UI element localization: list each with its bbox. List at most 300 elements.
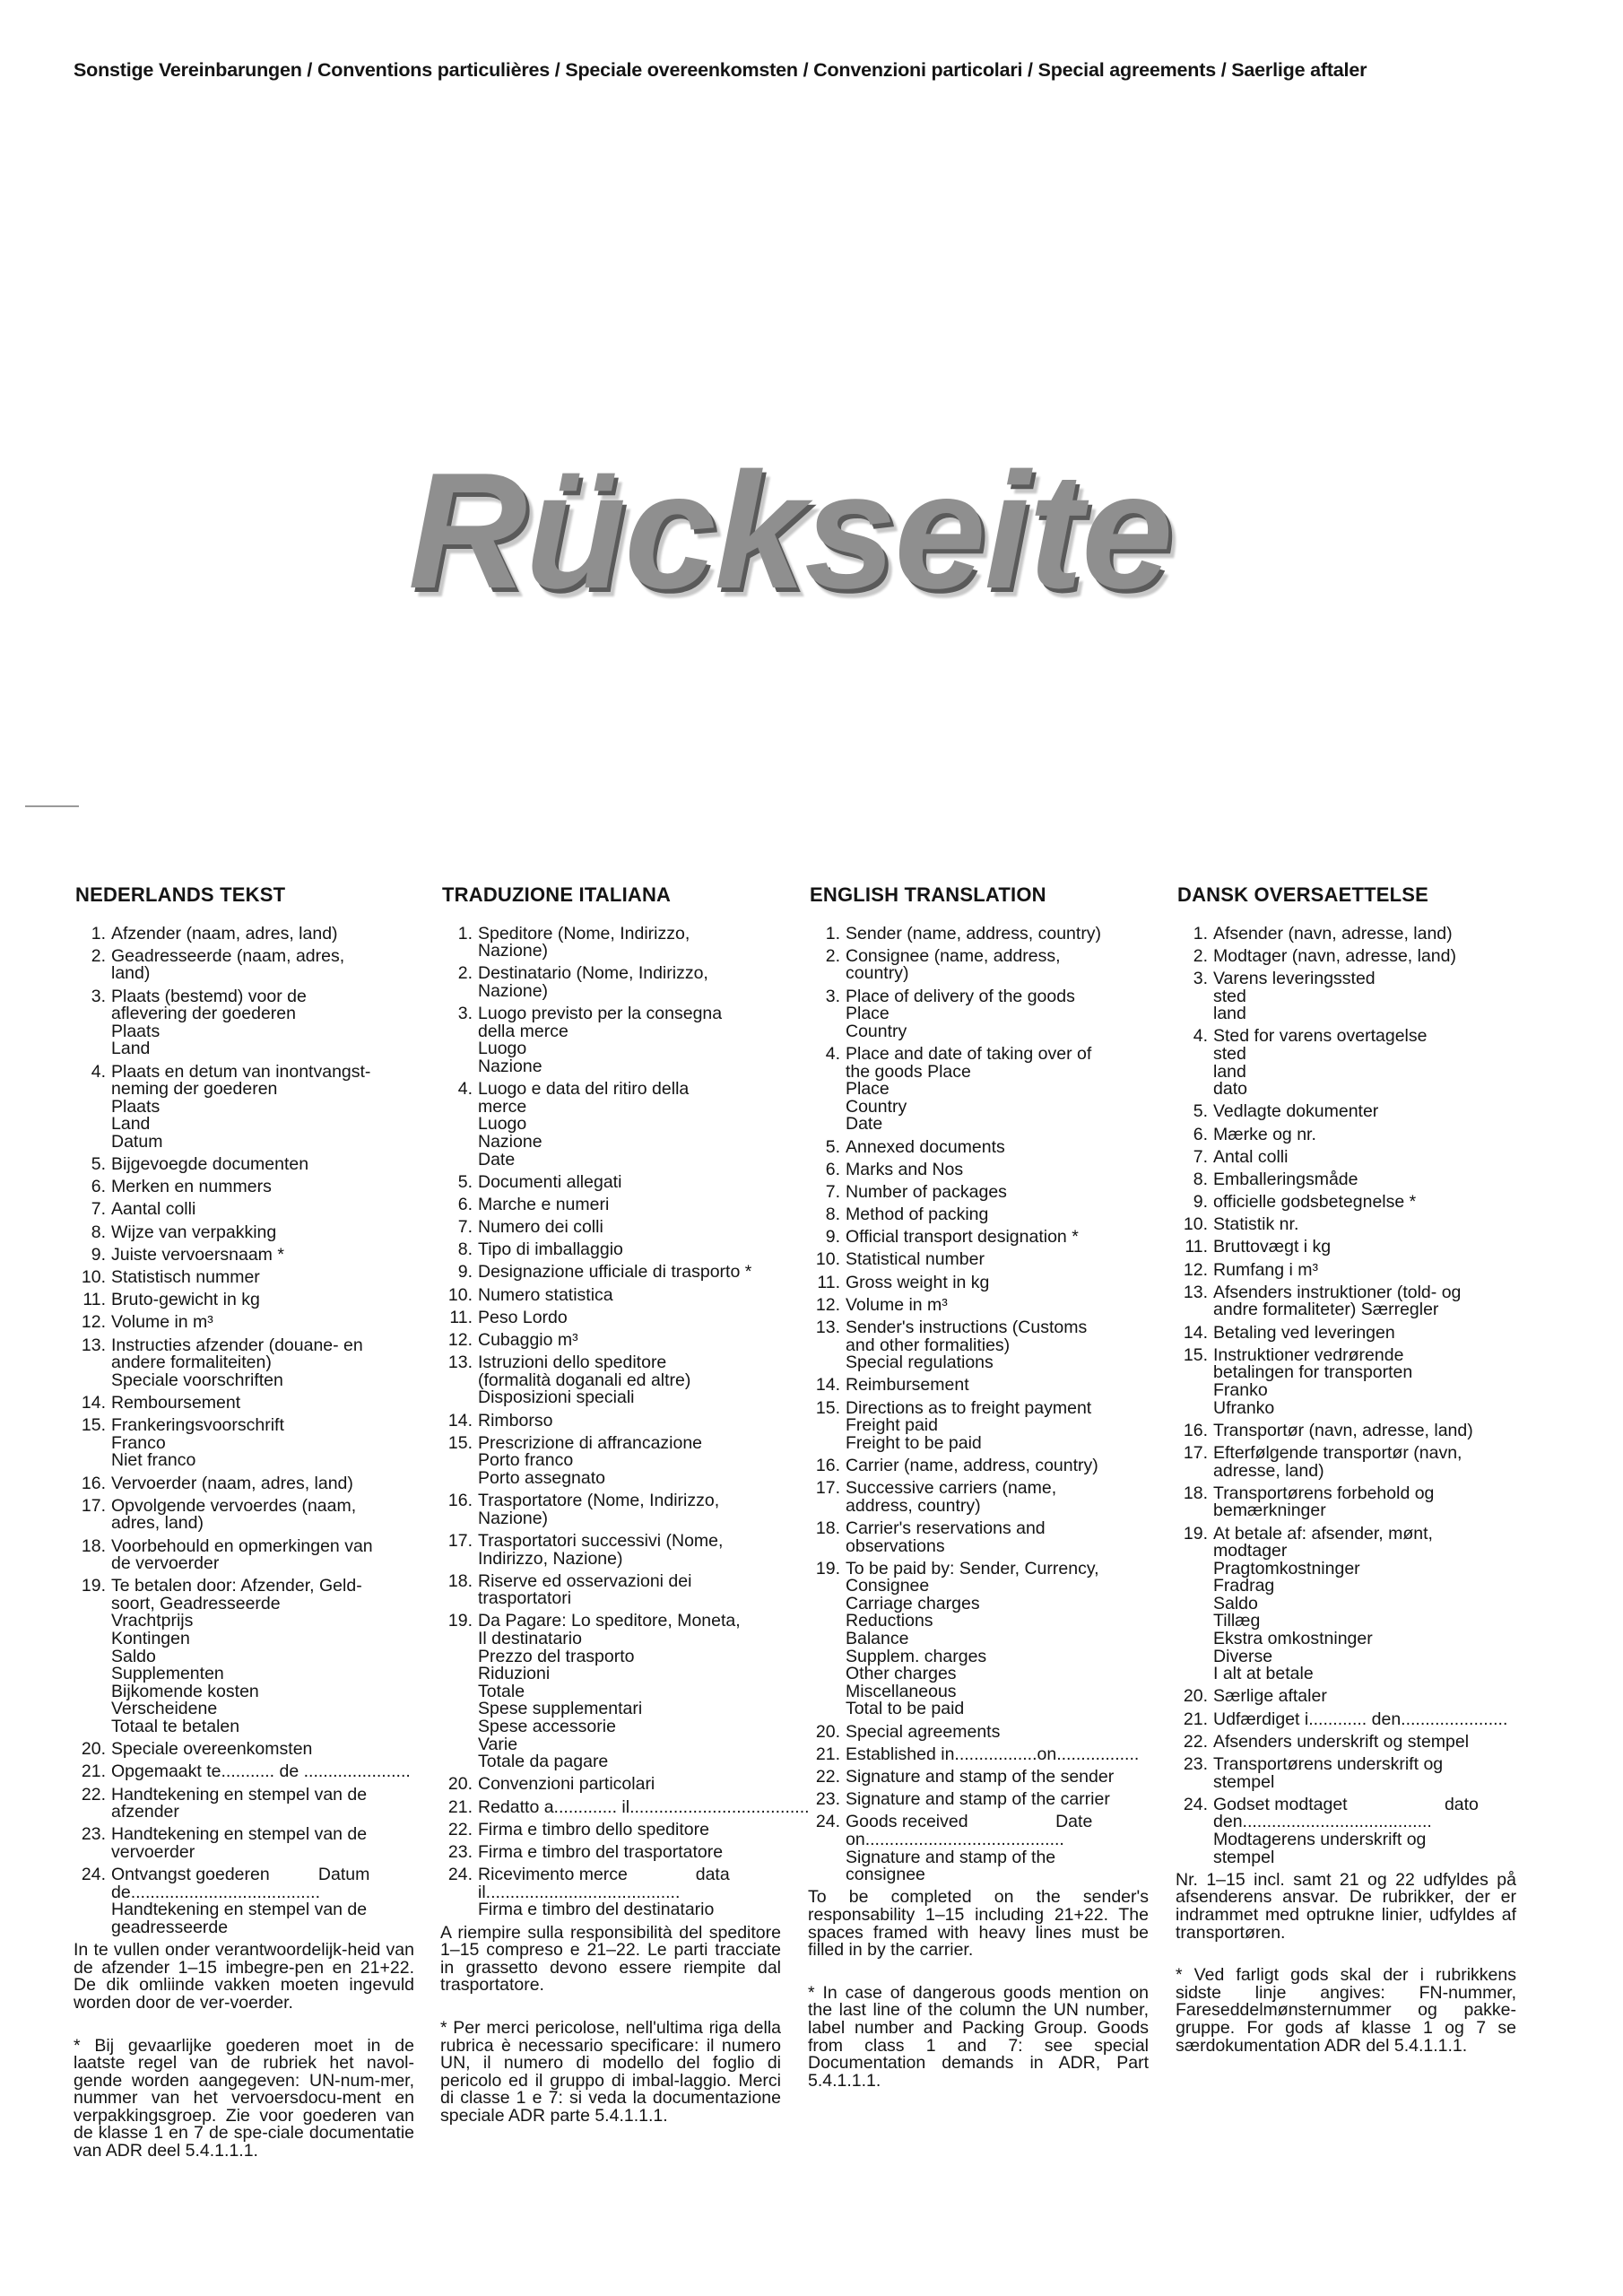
list-item (440, 1866, 781, 1919)
item-number: 4. (1193, 1026, 1208, 1047)
list-item (1176, 1485, 1516, 1520)
item-text: Rumfang i m³ (1213, 1259, 1319, 1280)
item-number: 14. (81, 1392, 106, 1413)
list-item (1176, 1103, 1516, 1121)
item-text: Afsenders instruktioner (told- og andre formaliteter) Særregler (1213, 1282, 1462, 1320)
item-text: Prescrizione di affrancazione Porto franco Porto assegnato (478, 1432, 703, 1488)
item-number: 4. (825, 1043, 840, 1064)
item-text: Established in.................on................. (846, 1744, 1140, 1764)
list-item (440, 1776, 781, 1794)
item-number: 20. (1183, 1686, 1208, 1707)
list-item (1176, 1688, 1516, 1706)
item-number: 10. (447, 1284, 473, 1305)
list-item (440, 1570, 781, 1609)
list-item (1176, 1259, 1516, 1280)
item-number: 22. (1183, 1731, 1208, 1752)
item-number: 2. (457, 963, 473, 984)
list-item (808, 1397, 1149, 1453)
list-item (440, 1264, 781, 1282)
item-text: Designazione ufficiale di trasporto * (478, 1262, 752, 1283)
item-number: 8. (91, 1222, 106, 1242)
item-number: 9. (1193, 1192, 1208, 1213)
list-item (808, 945, 1149, 984)
item-number: 10. (815, 1249, 840, 1270)
list-item (1176, 1711, 1516, 1729)
item-text: Te betalen door: Afzender, Geld- soort, Geadresseerde Vrachtprijs Kontingen Saldo Supplementen Bijkomende kosten Verscheidene Totaal te betalen (111, 1576, 362, 1737)
list-item (74, 1337, 414, 1390)
list-item (74, 1314, 414, 1332)
item-number: 17. (815, 1478, 840, 1499)
list-item (1176, 1796, 1516, 1866)
item-text: Varens leveringssted sted land (1213, 968, 1376, 1024)
column-heading: TRADUZIONE ITALIANA (442, 883, 672, 906)
item-text: To be paid by: Sender, Currency, Consignee Carriage charges Reductions Balance Supplem. charges Other charges Miscellaneous Total to be paid (846, 1558, 1099, 1719)
list-item (440, 1284, 781, 1305)
item-text: Marks and Nos (846, 1159, 964, 1179)
item-text: Annexed documents (846, 1136, 1005, 1157)
item-text: Plaats (bestemd) voor de aflevering der goederen Plaats Land (111, 986, 307, 1059)
list-item (440, 1432, 781, 1488)
item-text: Mærke og nr. (1213, 1124, 1316, 1144)
item-number: 17. (81, 1495, 106, 1516)
list-item (808, 1791, 1149, 1809)
list-item (440, 965, 781, 1000)
dangerous-goods-note: * Bij gevaarlijke goederen moet in de laatste regel van de rubriek het navol-gende worden aangegeven: UN-num-mer, nummer van het vervoersdocu-ment en verpakkingsgroep. Zie voor goederen van de klasse 1 en 7 de spe-ciale documentatie van ADR deel 5.4.1.1.1. (74, 2035, 414, 2161)
item-number: 19. (815, 1558, 840, 1578)
item-text: Frankeringsvoorschrift Franco Niet franco (111, 1415, 284, 1471)
list-item (74, 1417, 414, 1470)
item-number: 17. (1183, 1442, 1208, 1463)
item-text: Ricevimento merce data il........................................ Firma e timbro del destinatario (478, 1865, 730, 1920)
item-number: 6. (91, 1177, 106, 1197)
list-item (74, 1061, 414, 1152)
list-item (74, 1292, 414, 1309)
item-number: 15. (81, 1415, 106, 1436)
item-number: 5. (457, 1171, 473, 1192)
list-item (74, 1578, 414, 1735)
item-number: 18. (815, 1518, 840, 1538)
item-number: 13. (815, 1318, 840, 1337)
list-item (808, 1520, 1149, 1555)
item-number: 5. (825, 1136, 840, 1157)
item-text: Carrier (name, address, country) (846, 1455, 1098, 1475)
item-number: 21. (81, 1761, 106, 1782)
list-item (440, 1410, 781, 1431)
item-number: 16. (447, 1491, 473, 1511)
list-item (1176, 1284, 1516, 1319)
item-text: Transportørens forbehold og bemærkninger (1213, 1483, 1435, 1521)
list-item (808, 1206, 1149, 1224)
item-text: Vedlagte dokumenter (1213, 1101, 1379, 1122)
list-item (808, 1274, 1149, 1292)
item-text: Carrier's reservations and observations (846, 1518, 1046, 1556)
item-number: 10. (1183, 1214, 1208, 1235)
item-number: 4. (457, 1079, 473, 1100)
item-text: Method of packing (846, 1205, 989, 1225)
item-text: Sender (name, address, country) (846, 923, 1102, 944)
list-item (74, 1224, 414, 1242)
item-number: 1. (825, 923, 840, 944)
item-text: Destinatario (Nome, Indirizzo, Nazione) (478, 963, 708, 1001)
list-item (440, 1819, 781, 1839)
item-text: Documenti allegati (478, 1171, 622, 1192)
margin-mark (25, 805, 79, 807)
list-item (440, 1841, 781, 1862)
item-text: Rimborso (478, 1410, 553, 1431)
item-text: Handtekening en stempel van de vervoerder (111, 1824, 368, 1862)
item-text: Luogo previsto per la consegna della merce Luogo Nazione (478, 1004, 723, 1076)
item-number: 24. (447, 1865, 473, 1885)
item-number: 11. (817, 1272, 840, 1292)
list-item (440, 1796, 810, 1817)
item-text: Udfærdiget i............ den...................... (1213, 1709, 1508, 1729)
item-text: Numero dei colli (478, 1217, 603, 1238)
list-item (1176, 945, 1516, 966)
list-item (440, 1081, 781, 1169)
dangerous-goods-note: * In case of dangerous goods mention on the last line of the column the UN number, label number and Packing Group. Goods from class 1 and 7: see special Documentation demands in ADR, Part 5.4.1.1.1. (808, 1982, 1149, 2091)
item-text: Goods received Date on......................................... Signature and stamp of the consignee (846, 1812, 1093, 1885)
item-number: 13. (1183, 1282, 1208, 1302)
dangerous-goods-note: * Per merci pericolose, nell'ultima riga della rubrica è necessario specificare: il numero UN, il numero di modello del foglio di pericolo ed il gruppo di imbal-laggio. Merci di classe 1 e 7: si veda la documentazione speciale ADR parte 5.4.1.1.1. (440, 2017, 781, 2126)
item-text: Merken en nummers (111, 1177, 272, 1197)
item-number: 21. (447, 1796, 473, 1817)
item-text: Sender's instructions (Customs and other formalities) Special regulations (846, 1318, 1088, 1373)
item-number: 14. (1183, 1322, 1208, 1343)
item-text: officielle godsbetegnelse * (1213, 1192, 1417, 1213)
item-number: 12. (815, 1294, 840, 1315)
item-number: 6. (825, 1159, 840, 1179)
list-item (1176, 1523, 1516, 1684)
item-number: 15. (447, 1432, 473, 1453)
item-number: 1. (91, 923, 106, 944)
list-item (1176, 1146, 1516, 1167)
item-number: 16. (81, 1473, 106, 1493)
item-text: Marche e numeri (478, 1194, 610, 1214)
item-text: Trasportatore (Nome, Indirizzo, Nazione) (478, 1491, 720, 1528)
item-text: Wijze van verpakking (111, 1222, 277, 1242)
item-number: 3. (1193, 968, 1208, 988)
list-item (440, 1219, 781, 1237)
list-item (808, 1319, 1149, 1372)
item-text: Speciale overeenkomsten (111, 1739, 313, 1760)
item-number: 23. (1183, 1754, 1208, 1774)
item-text: Efterfølgende transportør (navn, adresse, land) (1213, 1442, 1462, 1481)
list-item (74, 1741, 414, 1759)
list-item (74, 1475, 414, 1493)
list-item (440, 1171, 781, 1192)
item-number: 7. (1193, 1146, 1208, 1167)
item-text: Speditore (Nome, Indirizzo, Nazione) (478, 923, 690, 961)
item-text: Statistik nr. (1213, 1214, 1299, 1235)
list-item (808, 1377, 1149, 1395)
item-number: 3. (825, 986, 840, 1006)
list-item (1176, 1216, 1516, 1234)
list-item (440, 1354, 781, 1407)
item-text: Convenzioni particolari (478, 1774, 655, 1795)
list-item (74, 1244, 414, 1265)
item-number: 22. (447, 1819, 473, 1839)
list-item (808, 988, 1149, 1041)
item-number: 11. (449, 1307, 473, 1327)
item-number: 19. (1183, 1523, 1208, 1544)
list-item (1176, 1422, 1516, 1440)
list-item (74, 1784, 414, 1822)
list-item (808, 1769, 1149, 1787)
item-text: Betaling ved leveringen (1213, 1322, 1395, 1343)
item-number: 18. (1183, 1483, 1208, 1503)
item-text: Bruttovægt i kg (1213, 1237, 1332, 1257)
list-item (440, 1332, 781, 1350)
list-item (440, 1492, 781, 1527)
item-text: Instruktioner vedrørende betalingen for transporten Franko Ufranko (1213, 1344, 1413, 1418)
list-item (1176, 1344, 1516, 1418)
list-item (808, 1480, 1149, 1515)
list-item (74, 1866, 414, 1936)
list-item (1176, 1322, 1516, 1343)
item-number: 14. (447, 1410, 473, 1431)
item-text: Volume in m³ (111, 1312, 213, 1333)
item-number: 7. (91, 1199, 106, 1220)
list-item (74, 1392, 414, 1413)
item-number: 1. (457, 923, 473, 944)
item-number: 20. (81, 1739, 106, 1760)
item-text: Vervoerder (naam, adres, land) (111, 1473, 353, 1493)
item-text: Special agreements (846, 1721, 1001, 1742)
item-text: Firma e timbro del trasportatore (478, 1841, 724, 1862)
item-text: Peso Lordo (478, 1307, 568, 1327)
item-number: 5. (91, 1154, 106, 1175)
list-item (440, 1005, 781, 1075)
item-number: 24. (815, 1812, 840, 1832)
item-number: 14. (815, 1375, 840, 1396)
list-item (1176, 970, 1516, 1023)
item-number: 18. (81, 1535, 106, 1556)
item-number: 15. (1183, 1344, 1208, 1365)
item-number: 12. (447, 1330, 473, 1350)
list-item (1176, 1731, 1516, 1752)
list-item (1176, 1126, 1516, 1144)
item-text: Istruzioni dello speditore (formalità doganali ed altre) Disposizioni speciali (478, 1352, 691, 1408)
column-english (808, 883, 1149, 2091)
item-number: 2. (91, 945, 106, 966)
item-text: Godset modtaget dato den....................................... Modtagerens underskrift og stempel (1213, 1794, 1479, 1867)
item-text: Remboursement (111, 1392, 241, 1413)
item-number: 7. (457, 1217, 473, 1238)
list-item (74, 1495, 414, 1534)
item-text: Juiste vervoersnaam * (111, 1244, 284, 1265)
item-number: 9. (91, 1244, 106, 1265)
item-text: Cubaggio m³ (478, 1330, 578, 1350)
item-text: Directions as to freight payment Freight paid Freight to be paid (846, 1397, 1092, 1453)
item-text: Afzender (naam, adres, land) (111, 923, 338, 944)
item-text: Bruto-gewicht in kg (111, 1290, 260, 1310)
list-item (808, 1229, 1149, 1247)
list-item (1176, 1756, 1516, 1791)
list-item (808, 1457, 1149, 1475)
list-item (808, 1558, 1149, 1719)
list-item (440, 923, 781, 961)
item-text: Geadresseerde (naam, adres, land) (111, 945, 345, 984)
item-text: Sted for varens overtagelse sted land dato (1213, 1026, 1428, 1100)
item-text: Særlige aftaler (1213, 1686, 1327, 1707)
item-text: At betale af: afsender, mønt, modtager Pragtomkostninger Fradrag Saldo Tillæg Ekstra omkostninger Diverse I alt at betale (1213, 1523, 1433, 1684)
item-number: 16. (1183, 1420, 1208, 1440)
item-text: Modtager (navn, adresse, land) (1213, 945, 1456, 966)
item-number: 8. (825, 1205, 840, 1225)
responsibility-paragraph: A riempire sulla responsibilità del speditore 1–15 compreso e 21–22. Le parti tracciate in grassetto devono essere riempite dal trasportatore. (440, 1922, 781, 1996)
item-text: Transportør (navn, adresse, land) (1213, 1420, 1473, 1440)
item-number: 11. (1185, 1237, 1208, 1257)
item-number: 13. (447, 1352, 473, 1373)
item-number: 6. (1193, 1124, 1208, 1144)
item-number: 15. (815, 1397, 840, 1418)
column-danish (1176, 883, 1516, 2056)
page-header: Sonstige Vereinbarungen / Conventions particulières / Speciale overeenkomsten / Convenzioni particolari / Special agreements / Saerlige aftaler (74, 59, 1367, 81)
item-number: 18. (447, 1570, 473, 1591)
list-item (74, 1201, 414, 1219)
item-text: Opgemaakt te........... de ...................... (111, 1761, 411, 1782)
item-number: 23. (815, 1789, 840, 1810)
list-item (74, 988, 414, 1058)
list-item (74, 1156, 414, 1174)
column-heading: NEDERLANDS TEKST (75, 883, 286, 906)
item-text: Riserve ed osservazioni dei trasportatori (478, 1570, 692, 1609)
item-text: Luogo e data del ritiro della merce Luogo Nazione Date (478, 1079, 690, 1170)
list-item (808, 1813, 1149, 1883)
list-item (1176, 1028, 1516, 1098)
item-number: 8. (1193, 1169, 1208, 1189)
column-heading: ENGLISH TRANSLATION (810, 883, 1046, 906)
list-item (808, 1136, 1149, 1157)
item-text: Transportørens underskrift og stempel (1213, 1754, 1444, 1792)
item-text: Instructies afzender (douane- en andere formaliteiten) Speciale voorschriften (111, 1335, 363, 1390)
item-text: Signature and stamp of the carrier (846, 1789, 1110, 1810)
list-item (74, 1535, 414, 1574)
item-text: Afsenders underskrift og stempel (1213, 1731, 1470, 1752)
item-number: 2. (1193, 945, 1208, 966)
item-text: Consignee (name, address, country) (846, 945, 1061, 984)
page-title: Rückseite (408, 438, 1172, 622)
list-item (808, 1181, 1149, 1202)
item-number: 6. (457, 1194, 473, 1214)
item-text: Firma e timbro dello speditore (478, 1819, 709, 1839)
list-item (74, 1826, 414, 1861)
item-number: 20. (447, 1774, 473, 1795)
item-number: 3. (457, 1004, 473, 1024)
item-text: Bijgevoegde documenten (111, 1154, 309, 1175)
list-item (1176, 1239, 1516, 1257)
item-text: Trasportatori successivi (Nome, Indirizzo, Nazione) (478, 1530, 724, 1569)
list-item (440, 1309, 781, 1327)
item-text: Volume in m³ (846, 1294, 948, 1315)
list-item (1176, 923, 1516, 944)
item-text: Voorbehould en opmerkingen van de vervoerder (111, 1535, 373, 1574)
list-item (74, 945, 414, 984)
list-item (808, 1721, 1149, 1742)
item-number: 9. (457, 1262, 473, 1283)
item-text: Antal colli (1213, 1146, 1289, 1167)
item-text: Signature and stamp of the sender (846, 1767, 1115, 1787)
item-text: Statistical number (846, 1249, 985, 1270)
item-text: Official transport designation * (846, 1227, 1079, 1248)
item-number: 19. (447, 1611, 473, 1631)
item-number: 9. (825, 1227, 840, 1248)
list-item (440, 1196, 781, 1214)
item-number: 4. (91, 1061, 106, 1082)
column-italian (440, 883, 810, 2126)
item-number: 24. (1183, 1794, 1208, 1814)
item-number: 21. (1183, 1709, 1208, 1729)
list-item (440, 1241, 781, 1259)
item-number: 2. (825, 945, 840, 966)
item-text: Number of packages (846, 1181, 1007, 1202)
item-text: Tipo di imballaggio (478, 1239, 623, 1260)
item-text: Da Pagare: Lo speditore, Moneta, Il destinatario Prezzo del trasporto Riduzioni Totale Spese supplementari Spese accessorie Varie Totale da pagare (478, 1611, 741, 1772)
item-text: Numero statistica (478, 1284, 613, 1305)
list-item (74, 923, 414, 944)
item-number: 11. (82, 1290, 106, 1310)
list-item (1176, 1194, 1516, 1212)
item-text: Redatto a............. il..................................... (478, 1796, 810, 1817)
item-text: Handtekening en stempel van de afzender (111, 1784, 368, 1822)
dangerous-goods-note: * Ved farligt gods skal der i rubrikkens sidste linje angives: FN-nummer, Fareseddelmønsternummer og pakke-gruppe. For gods af klasse 1 og 7 se særdokumentation ADR del 5.4.1.1.1. (1176, 1965, 1516, 2056)
item-text: Statistisch nummer (111, 1267, 260, 1288)
item-number: 12. (81, 1312, 106, 1333)
list-item (808, 1746, 1149, 1764)
item-number: 22. (815, 1767, 840, 1787)
item-number: 21. (815, 1744, 840, 1764)
item-text: Aantal colli (111, 1199, 196, 1220)
list-item (74, 1269, 414, 1287)
item-number: 8. (457, 1239, 473, 1260)
list-item (808, 1043, 1149, 1135)
item-number: 17. (447, 1530, 473, 1551)
item-number: 19. (81, 1576, 106, 1596)
item-number: 16. (815, 1455, 840, 1475)
item-text: Ontvangst goederen Datum de....................................... Handtekening en stempel van de geadresseerde (111, 1865, 370, 1937)
list-item (74, 1178, 414, 1196)
item-number: 5. (1193, 1101, 1208, 1122)
item-text: Place and date of taking over of the goods Place Place Country Date (846, 1043, 1092, 1135)
responsibility-paragraph: Nr. 1–15 incl. samt 21 og 22 udfyldes på afsenderens ansvar. De rubrikker, der er indrammet med optrukne linier, udfyldes af transportøren. (1176, 1869, 1516, 1943)
list-item (808, 1294, 1149, 1315)
item-text: Afsender (navn, adresse, land) (1213, 923, 1453, 944)
item-number: 23. (447, 1841, 473, 1862)
item-text: Emballeringsmåde (1213, 1169, 1358, 1189)
list-item (808, 923, 1149, 944)
list-item (1176, 1442, 1516, 1481)
item-number: 22. (81, 1784, 106, 1805)
item-text: Plaats en detum van inontvangst- neming der goederen Plaats Land Datum (111, 1061, 371, 1152)
item-number: 13. (81, 1335, 106, 1355)
item-number: 3. (91, 986, 106, 1006)
item-text: Gross weight in kg (846, 1272, 990, 1292)
column-heading: DANSK OVERSAETTELSE (1177, 883, 1429, 906)
responsibility-paragraph: In te vullen onder verantwoordelijk-heid van de afzender 1–15 imbegre-pen en 21+22. De dik omliinde vakken moeten ingevuld worden door de ver-voerder. (74, 1940, 414, 2013)
list-item (440, 1530, 781, 1569)
list-item (440, 1613, 781, 1770)
column-dutch (74, 883, 414, 2161)
item-number: 1. (1193, 923, 1208, 944)
list-item (1176, 1171, 1516, 1189)
item-number: 24. (81, 1865, 106, 1885)
item-number: 7. (825, 1181, 840, 1202)
item-text: Opvolgende vervoerdes (naam, adres, land) (111, 1495, 357, 1534)
responsibility-paragraph: To be completed on the sender's responsability 1–15 including 21+22. The spaces framed with heavy lines must be filled in by the carrier. (808, 1887, 1149, 1961)
item-number: 23. (81, 1824, 106, 1845)
item-text: Reimbursement (846, 1375, 969, 1396)
item-number: 12. (1183, 1259, 1208, 1280)
